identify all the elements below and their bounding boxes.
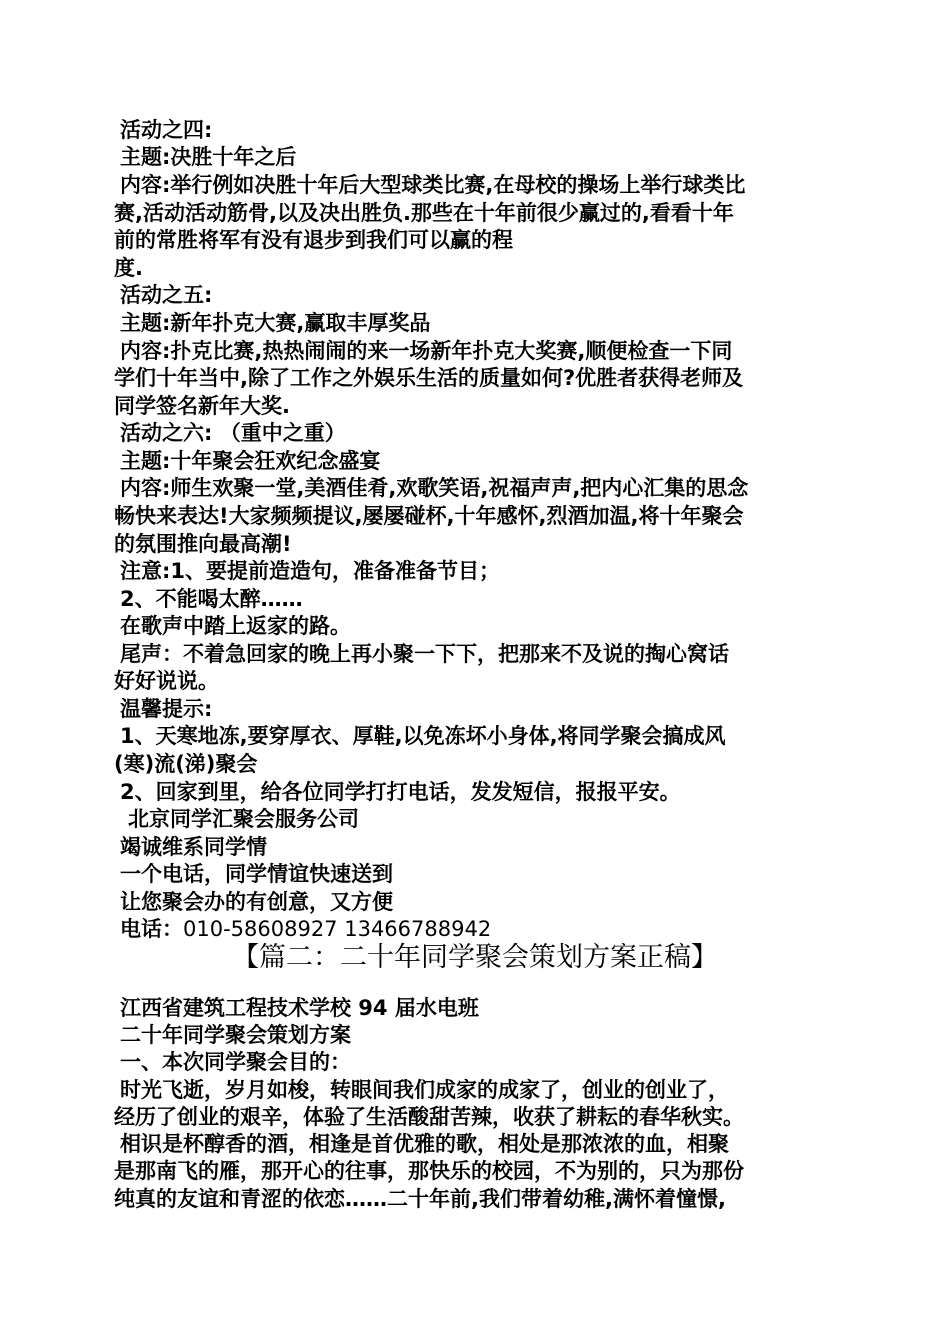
tips-line-1: 1、天寒地冻,要穿厚衣、厚鞋,以免冻坏小身体,将同学聚会搞成风 [120, 724, 726, 748]
activity-five-content-line-2: 学们十年当中,除了工作之外娱乐生活的质量如何?优胜者获得老师及 [114, 366, 744, 390]
tips-title: 温馨提示: [120, 697, 213, 721]
notice-line-3: 在歌声中踏上返家的路。 [120, 614, 351, 638]
activity-four-theme: 主题:决胜十年之后 [120, 145, 297, 169]
company-slogan-3: 让您聚会办的有创意，又方便 [120, 890, 393, 914]
activity-six-theme: 主题:十年聚会狂欢纪念盛宴 [120, 449, 381, 473]
activity-five-title: 活动之五: [120, 283, 213, 307]
tips-line-3: 2、回家到里，给各位同学打打电话，发发短信，报报平安。 [120, 780, 681, 804]
activity-four-content-line-1: 内容:举行例如决胜十年后大型球类比赛,在母校的操场上举行球类比 [120, 173, 746, 197]
activity-six-content-line-3: 的氛围推向最高潮! [114, 532, 292, 556]
company-name: 北京同学汇聚会服务公司 [128, 807, 359, 831]
epilogue-line-2: 好好说说。 [114, 669, 219, 693]
tips-line-2: (寒)流(涕)聚会 [114, 752, 258, 776]
company-slogan-2: 一个电话，同学情谊快速送到 [120, 862, 393, 886]
activity-six-title: 活动之六: （重中之重） [120, 421, 346, 445]
section-two-heading: 【篇二：二十年同学聚会策划方案正稿】 [232, 942, 718, 973]
activity-six-content-line-1: 内容:师生欢聚一堂,美酒佳肴,欢歌笑语,祝福声声,把内心汇集的思念 [120, 476, 749, 500]
purpose-paragraph-line-5: 纯真的友谊和青涩的依恋……二十年前,我们带着幼稚,满怀着憧憬, [114, 1187, 726, 1211]
purpose-paragraph-line-1: 时光飞逝，岁月如梭，转眼间我们成家的成家了，创业的创业了， [120, 1078, 729, 1102]
activity-five-content-line-1: 内容:扑克比赛,热热闹闹的来一场新年扑克大奖赛,顺便检查一下同 [120, 339, 733, 363]
company-phone [120, 916, 491, 943]
notice-line-2: 2、不能喝太醉…… [120, 587, 303, 611]
epilogue-line-1: 尾声：不着急回家的晚上再小聚一下下，把那来不及说的掏心窝话 [120, 642, 729, 666]
purpose-paragraph-line-4: 是那南飞的雁，那开心的往事，那快乐的校园，不为别的，只为那份 [114, 1159, 744, 1183]
activity-six-content-line-2: 畅快来表达!大家频频提议,屡屡碰杯,十年感怀,烈酒加温,将十年聚会 [114, 504, 744, 528]
purpose-paragraph-line-3: 相识是杯醇香的酒，相逢是首优雅的歌，相处是那浓浓的血，相聚 [120, 1132, 729, 1156]
phone-numbers: 010-58608927 13466788942 [183, 917, 492, 941]
phone-label: 电话： [120, 917, 183, 941]
notice-line-1: 注意:1、要提前造造句，准备准备节目； [120, 559, 501, 583]
activity-four-content-line-2: 赛,活动活动筋骨,以及决出胜负.那些在十年前很少赢过的,看看十年 [114, 201, 734, 225]
activity-four-content-line-3: 前的常胜将军有没有退步到我们可以赢的程 [114, 228, 513, 252]
activity-four-title: 活动之四: [120, 118, 213, 142]
purpose-paragraph-line-2: 经历了创业的艰辛，体验了生活酸甜苦辣，收获了耕耘的春华秋实。 [114, 1105, 744, 1129]
purpose-heading: 一、本次同学聚会目的： [120, 1050, 351, 1074]
plan-title: 二十年同学聚会策划方案 [120, 1023, 351, 1047]
activity-five-content-line-3: 同学签名新年大奖. [114, 394, 290, 418]
school-class-line: 江西省建筑工程技术学校 94 届水电班 [120, 996, 479, 1020]
activity-four-content-line-4: 度. [114, 256, 143, 280]
company-slogan-1: 竭诚维系同学情 [120, 835, 267, 859]
activity-five-theme: 主题:新年扑克大赛,赢取丰厚奖品 [120, 311, 431, 335]
